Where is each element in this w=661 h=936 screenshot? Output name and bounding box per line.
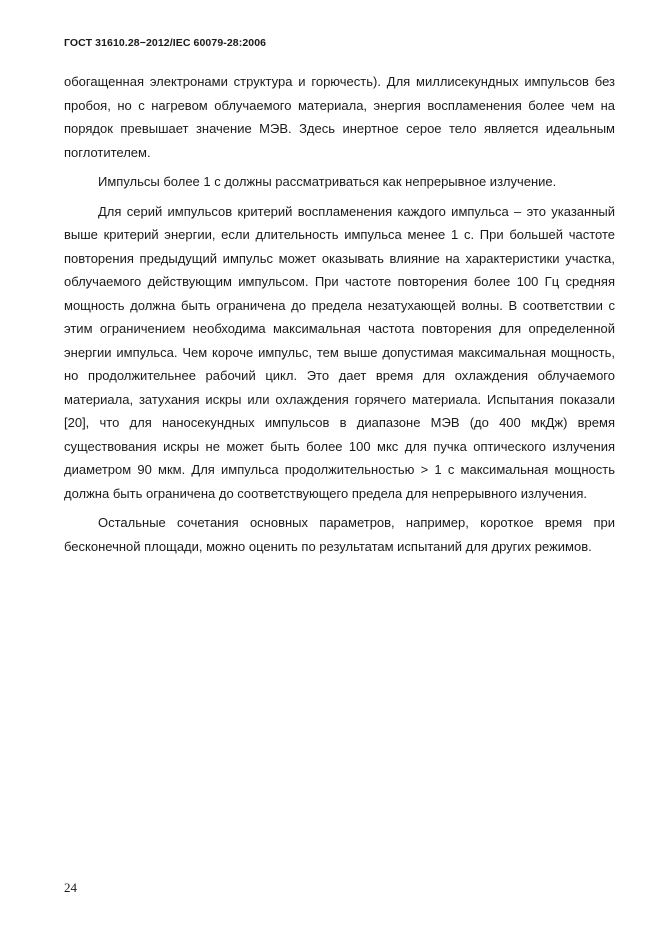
page-number: 24 — [64, 880, 77, 895]
document-body — [64, 70, 615, 564]
paragraph-other-combinations: Остальные сочетания основных параметров, например, короткое время при бесконечной площади, можно оценить по результатам испытаний для других режимов. — [64, 515, 615, 554]
paragraph-pulse-series: Для серий импульсов критерий воспламенения каждого импульса – это указанный выше критерий энергии, если длительность импульса менее 1 с. При большей частоте повторения предыдущий импульс может оказывать влияние на характеристики участка, облучаемого действующим импульсом. При частоте повторения более 100 Гц средняя мощность должна быть ограничена до предела незатухающей волны. В соответствии с этим ограничением необходима максимальная частота повторения для определенной энергии импульса. Чем короче импульс, тем выше допустимая максимальная мощность, но продолжительнее рабочий цикл. Это дает время для охлаждения облучаемого материала, затухания искры или охлаждения горячего материала. Испытания показали [20], что для наносекундных импульсов в диапазоне МЭВ (до 400 мкДж) время существования искры не может быть более 100 мкс для пучка оптического излучения диаметром 90 мкм. Для импульса продолжительностью > 1 с максимальная мощность должна быть ограничена до соответствующего предела для непрерывного излучения. — [64, 203, 615, 501]
document-header: ГОСТ 31610.28−2012/IEC 60079-28:2006 — [64, 37, 267, 49]
paragraph-continuation: обогащенная электронами структура и горючесть). Для миллисекундных импульсов без пробоя, но с нагревом облучаемого материала, энергия воспламенения более чем на порядок превышает значение МЭВ. Здесь инертное серое тело является идеальным поглотителем. — [64, 74, 615, 160]
paragraph-pulses-continuous: Импульсы более 1 с должны рассматриваться как непрерывное излучение. — [98, 174, 557, 189]
